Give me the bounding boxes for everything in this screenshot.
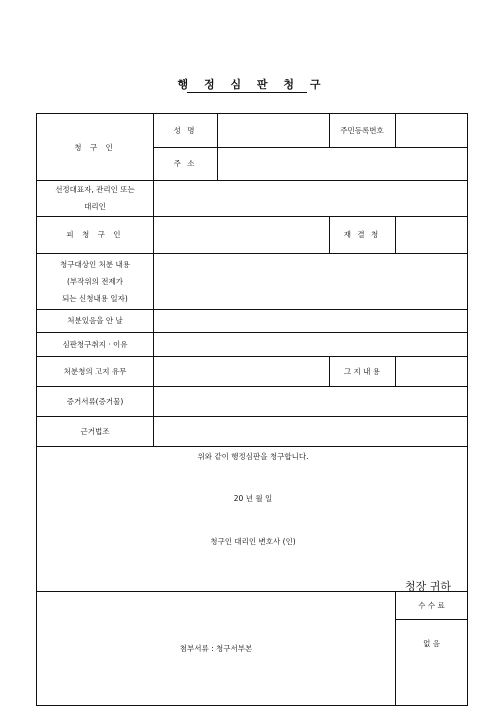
disposition-subject-label xyxy=(37,253,153,309)
addressee: 청장 귀하 xyxy=(404,580,451,593)
petition-form xyxy=(36,113,468,706)
representative-label-line-2: 대리인 xyxy=(84,202,106,211)
address-label: 주 소 xyxy=(173,159,197,168)
claimant-label: 청 구 인 xyxy=(74,142,116,152)
subject-label-line-3: 되는 신청내용 일자) xyxy=(62,293,128,303)
column-divider xyxy=(395,216,396,253)
subject-label-line-1: 청구대상인 처분 내용 xyxy=(60,259,130,269)
attachments: 첨부서류 : 청구서부본 xyxy=(179,644,253,653)
petition-statement: 위와 같이 행정심판을 청구합니다. xyxy=(197,452,309,461)
name-label: 성 명 xyxy=(173,126,197,135)
purpose-label: 심판청구취지 · 이유 xyxy=(62,339,128,349)
column-divider xyxy=(395,114,396,147)
title-underline xyxy=(187,92,307,93)
awareness-date-label: 처분있음을 안 날 xyxy=(67,316,123,325)
representative-label xyxy=(37,180,153,216)
representative-label-line-1: 선정대표자, 관리인 또는 xyxy=(55,185,135,194)
respondent-label: 피 청 구 인 xyxy=(66,230,124,239)
row-divider xyxy=(37,446,468,447)
fee-label: 수 수 료 xyxy=(418,600,445,610)
subject-label-line-2: (부작위의 전제가 xyxy=(66,276,124,286)
notice-content-label: 그 지 내 용 xyxy=(343,366,381,376)
signature-line: 청구인 대리인 변호사 (인) xyxy=(210,537,296,546)
legal-basis-label: 근거법조 xyxy=(80,426,110,436)
ruling-agency-label: 재 결 청 xyxy=(343,230,381,239)
fee-value: 없 음 xyxy=(423,638,440,648)
column-divider xyxy=(217,114,218,180)
notice-label: 처분청의 고지 유무 xyxy=(63,366,127,376)
evidence-label: 증거서류(증거물) xyxy=(66,396,124,406)
date-line: 20 년 월 일 xyxy=(233,494,273,503)
form-title: 행 정 심 판 청 구 xyxy=(177,78,327,91)
column-divider xyxy=(395,356,396,386)
resident-id-label: 주민등록번호 xyxy=(340,126,384,135)
